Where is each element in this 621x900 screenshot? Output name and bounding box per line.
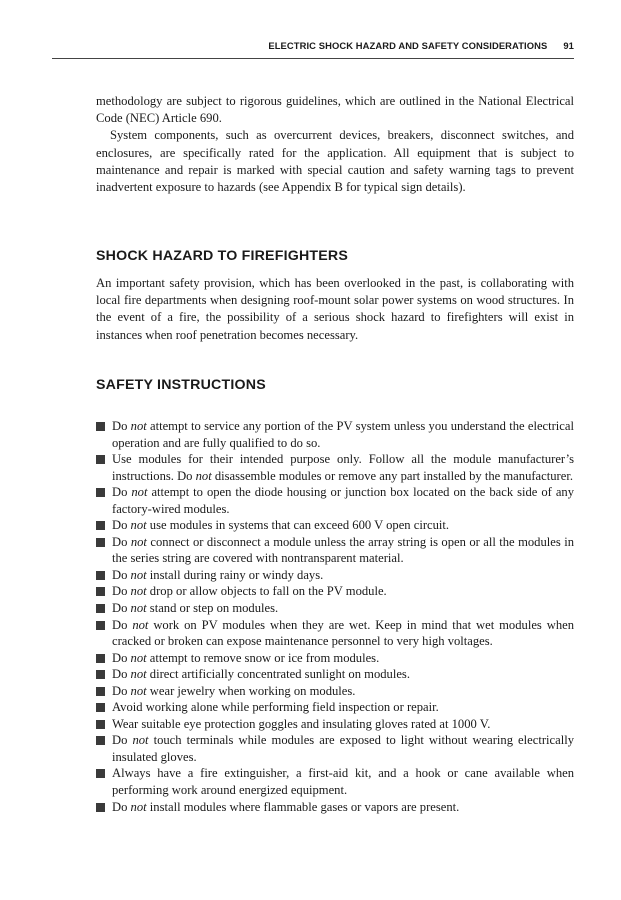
instruction-text: Do	[112, 799, 131, 814]
instruction-text: Do	[112, 419, 131, 433]
instruction-text-continued: work on PV modules when they are wet. Keep in mind that wet modules when cracked or broken can expose maintenance personnel to very high voltages.	[112, 617, 574, 649]
instruction-text-continued: use modules in systems that can exceed 600 V open circuit.	[146, 518, 450, 533]
instruction-text: Always have a fire extinguisher, a first-aid kit, and a hook or cane available when performing work around energized equipment.	[112, 766, 574, 798]
instruction-emphasis: not	[130, 534, 147, 549]
instruction-text: Do	[112, 485, 132, 500]
square-bullet-icon	[96, 587, 105, 596]
instruction-emphasis: not	[130, 601, 147, 616]
square-bullet-icon	[96, 720, 105, 729]
instruction-text: Use modules for their intended purpose only. Follow all the module manufacturer’s instructions. Do	[112, 452, 574, 483]
square-bullet-icon	[96, 670, 105, 679]
safety-instruction-item	[96, 567, 574, 584]
running-title: ELECTRIC SHOCK HAZARD AND SAFETY CONSIDERATIONS	[268, 40, 548, 51]
safety-instruction-item	[96, 716, 574, 733]
instruction-text: Do	[112, 667, 131, 682]
instruction-text-continued: stand or step on modules.	[146, 601, 279, 616]
instruction-text-continued: attempt to remove snow or ice from modules.	[146, 650, 380, 665]
safety-instruction-item	[96, 451, 574, 484]
square-bullet-icon	[96, 621, 105, 630]
square-bullet-icon	[96, 538, 105, 547]
instruction-text: Do	[112, 518, 131, 533]
instruction-text-continued: touch terminals while modules are exposed to light without wearing electrically insulated gloves.	[112, 733, 574, 764]
safety-instruction-item	[96, 484, 574, 517]
running-header	[52, 40, 574, 59]
instruction-text-continued: attempt to open the diode housing or junction box located on the back side of any factory-wired modules.	[112, 485, 574, 516]
square-bullet-icon	[96, 736, 105, 745]
safety-instruction-item	[96, 799, 574, 816]
instruction-text-continued: wear jewelry when working on modules.	[146, 683, 356, 698]
instruction-text: Do	[112, 733, 133, 748]
instruction-emphasis: not	[130, 799, 147, 814]
square-bullet-icon	[96, 422, 105, 431]
instruction-text-continued: install during rainy or windy days.	[146, 567, 324, 582]
safety-instruction-item	[96, 418, 574, 451]
square-bullet-icon	[96, 604, 105, 613]
instruction-text-continued: connect or disconnect a module unless the array string is open or all the modules in the series string are covered with nontransparent material.	[112, 534, 574, 566]
safety-instruction-item	[96, 650, 574, 667]
instruction-text-continued: direct artificially concentrated sunlight on modules.	[146, 667, 410, 682]
safety-instruction-item	[96, 583, 574, 600]
instruction-emphasis: not	[195, 468, 212, 483]
square-bullet-icon	[96, 521, 105, 530]
instruction-text: Avoid working alone while performing field inspection or repair.	[112, 700, 439, 715]
safety-instruction-item	[96, 765, 574, 798]
instruction-emphasis: not	[132, 733, 149, 748]
square-bullet-icon	[96, 703, 105, 712]
firefighters-section	[96, 275, 574, 344]
instruction-text: Do	[112, 617, 133, 632]
instruction-text: Do	[112, 584, 131, 599]
square-bullet-icon	[96, 687, 105, 696]
instruction-emphasis: not	[130, 584, 147, 599]
intro-section	[96, 93, 574, 196]
square-bullet-icon	[96, 455, 105, 464]
instruction-text: Do	[112, 683, 131, 698]
square-bullet-icon	[96, 803, 105, 812]
safety-instruction-item	[96, 666, 574, 683]
instruction-text-continued: drop or allow objects to fall on the PV module.	[146, 584, 387, 599]
safety-heading: SAFETY INSTRUCTIONS	[96, 377, 266, 393]
instruction-emphasis: not	[130, 667, 147, 682]
instruction-emphasis: not	[130, 419, 147, 433]
instruction-text: Do	[112, 567, 131, 582]
instruction-emphasis: not	[130, 567, 147, 582]
instruction-text-continued: attempt to service any portion of the PV system unless you understand the electrical operation and are fully qualified to do so.	[112, 419, 574, 450]
safety-instruction-item	[96, 517, 574, 534]
firefighters-heading: SHOCK HAZARD TO FIREFIGHTERS	[96, 248, 349, 264]
intro-paragraph-1: methodology are subject to rigorous guidelines, which are outlined in the National Electrical Code (NEC) Article 690.	[96, 94, 574, 126]
square-bullet-icon	[96, 654, 105, 663]
intro-paragraph-2: System components, such as overcurrent devices, breakers, disconnect switches, and enclosures, are specifically rated for the application. All equipment that is subject to maintenance and repair is marked with special caution and safety warning tags to prevent inadvertent exposure to hazards (see Appendix B for typical sign details).	[96, 128, 574, 195]
safety-instruction-item	[96, 600, 574, 617]
instruction-emphasis: not	[131, 485, 148, 500]
instruction-text-continued: disassemble modules or remove any part installed by the manufacturer.	[211, 468, 573, 483]
page-number: 91	[563, 40, 574, 51]
instruction-text: Wear suitable eye protection goggles and insulating gloves rated at 1000 V.	[112, 716, 491, 731]
safety-instruction-item	[96, 617, 574, 650]
square-bullet-icon	[96, 769, 105, 778]
safety-instructions-list	[96, 418, 574, 815]
square-bullet-icon	[96, 488, 105, 497]
safety-instruction-item	[96, 732, 574, 765]
instruction-text: Do	[112, 650, 131, 665]
instruction-text: Do	[112, 534, 131, 549]
instruction-text: Do	[112, 601, 131, 616]
instruction-text-continued: install modules where flammable gases or vapors are present.	[146, 799, 460, 814]
square-bullet-icon	[96, 571, 105, 580]
safety-instruction-item	[96, 683, 574, 700]
firefighters-paragraph: An important safety provision, which has been overlooked in the past, is collaborating with local fire departments when designing roof-mount solar power systems on wood structures. In the event of a fire, the possibility of a serious shock hazard to firefighters will exist in instances when roof penetration becomes necessary.	[96, 276, 574, 342]
instruction-emphasis: not	[130, 683, 147, 698]
safety-instruction-item	[96, 699, 574, 716]
instruction-emphasis: not	[132, 617, 149, 632]
safety-instruction-item	[96, 534, 574, 567]
instruction-emphasis: not	[130, 518, 147, 533]
instruction-emphasis: not	[130, 650, 147, 665]
